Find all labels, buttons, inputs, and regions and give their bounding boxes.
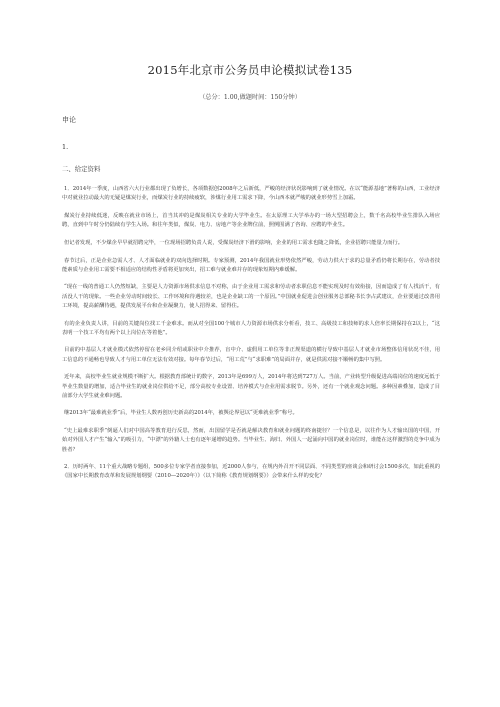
paragraph: “现在一线的普通工人仍然短缺，主要是人力资源市场供求信息不对称，由于企业用工需求和劳动者求职信息不能实现及时有效衔接，因而造成了有人找活干，有活没人干的现象。一些企业劳动时间较长、工作环境和待遇较差，也是企业缺工的一个原因。”中国就业促进会创业服务总部秘书长李占武建议，企业要通过改善用工环境，提高薪酬待遇，提供发展平台和企业凝聚力，使人招得来、留得住。 [62,284,440,309]
paragraph: 春节过后，正是企业急需人才、人才面临就业的双向选择时期。专家预测，2014年我国就业形势依然严峻，劳动力供大于求的总量矛盾仍将长期存在，劳动者技能素质与企业用工需要不相适应的结构性矛盾将更加突出，招工难与就业难并存的现象短期内难缓解。 [62,257,440,273]
document-body [62,115,440,490]
paragraph: 但记者发现，不少煤企早早就招聘完毕，一位现场招聘负责人说，受煤炭经济下滑的影响，企业的用工需求也随之降低，企业招聘只能量力而行。 [64,239,404,246]
material-heading: 二、给定资料 [62,165,101,173]
exam-meta: （总分：1.00,做题时间：150分钟） [199,94,301,101]
paragraph: 2．历时两年、11个重大战略专题组，500多位专家学者直接参加，近2000人参与，在规内外召开不同层面、不同类型的座谈会和研讨会1500多次，如此重视的《国家中长期教育改革和发展规划纲要（2010—2020年）》（以下简称《教育规划纲要》）会带来什么样的变化？ [62,464,440,480]
question-number: 1. [62,143,69,151]
paragraph: 煤炭行业持续低迷，反映在就业市场上，首当其冲的是煤炭相关专业的大学毕业生。在太原理工大学举办的一场大型招聘会上，数千名高校毕业生排队入场应聘，直到中午时分仍陆续有学生入场。和往年类似，煤炭、电力、房地产等企业牌位前，照例围满了咨询、应聘的毕业生。 [62,212,440,229]
paragraph: 近年来，高校毕业生就业规模不断扩大。根据教育部统计的数字，2013年是699万人，2014年将达到727万人。当前，产业转型升级促进高端岗位的速度远低于毕业生数量的增加，适合毕业生的就业岗位供给不足，部分高校专业设置、培养模式与企业用需求脱节。另外，还有一个就业观念问题。多种因素叠加，造成了目前部分大学生就业难问题。 [62,374,440,399]
paragraph: 目前的中基层人才就业模式依然停留在老乡同介绍或职业中介推荐，盲中介、虚假用工单位等非正规渠道的横行导致中基层人才就业市场整体信用状况不佳，用工信息的不通畅也导致人才与用工单位无法有效对接。每年春节过后，“用工荒”与“求职难”的局面并存，就是供需对接不顺畅的集中写照。 [62,347,440,363]
paragraph: 有的企业负责人讲，目前的关键岗位找工千金难求。而从对全国100个城市人力资源市场供求分析看，技工、高级技工和技师的求人倍率长期保持在2以上，“这表明一个技工平均有两个以上岗位在等着他”。 [62,320,440,336]
paragraph: 1．2014年一季度，山西省六大行业都出现了负增长，各项数据创2008年之后新低，严峻的经济状况影响到了就业情况。在以“能源基地”著称的山西，工业经济中对就业拉动最大的无疑是煤炭行业，而煤炭行业的持续疲软，涉煤行业用工需求下降，今山西本就严峻的就业形势雪上加霜。 [62,186,440,202]
section-heading: 申论 [62,116,76,124]
paragraph: 继2013年“最难就业季”后，毕业生人数再创历史新高的2014年，被舆论界冠以“更难就业季”称号。 [64,410,298,417]
paragraph: “史上最难求职季”倒逼人们对中国高等教育进行反思，然而，出国留学是否就是解决教育和就业问题的终南捷径？一个信息是，以往作为人才输出国的中国，开始对外国人才产生“输入”的吸引力，“中漂”的外籍人士也有逐年递增的趋势。当毕业生、海归、外国人一起涌向中国的就业岗位时，谁能在这样激烈的竞争中成为胜者？ [62,428,440,453]
page-title: 2015年北京市公务员申论模拟试卷135 [147,63,353,77]
